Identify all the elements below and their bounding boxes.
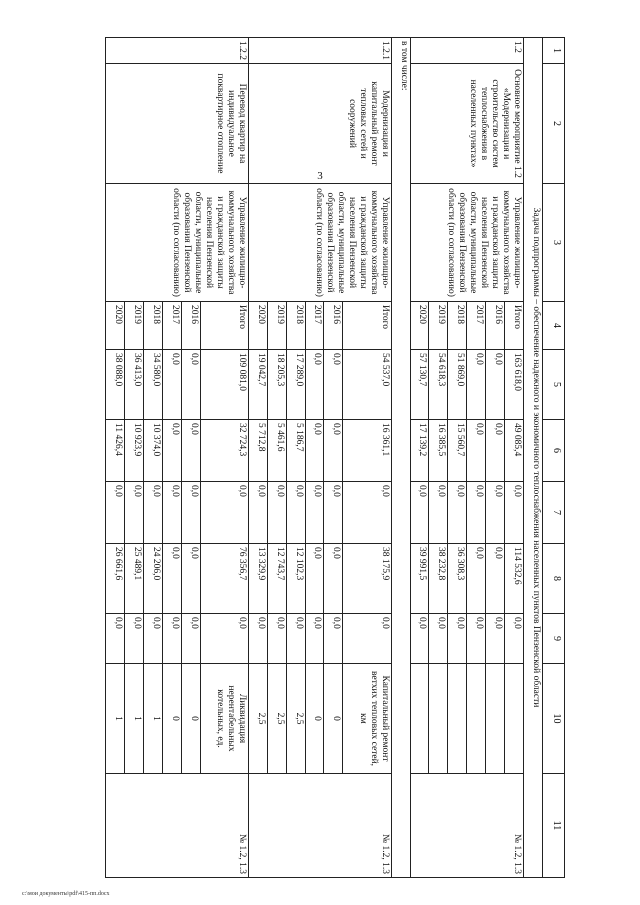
regional-budget-cell: 32 724,3 xyxy=(200,420,248,482)
year-cell: 2017 xyxy=(467,302,486,350)
regional-budget-cell: 10 923,9 xyxy=(125,420,144,482)
local-budget-cell: 0,0 xyxy=(486,482,505,544)
in-that-number-row xyxy=(391,38,410,878)
regional-budget-cell: 0,0 xyxy=(305,420,324,482)
regional-budget-cell: 17 139,2 xyxy=(410,420,429,482)
rotated-table-wrapper xyxy=(105,37,565,877)
total-cell: 0,0 xyxy=(467,350,486,420)
federal-budget-cell: 26 661,6 xyxy=(106,544,125,614)
year-cell: Итого xyxy=(200,302,248,350)
other-sources-cell: 0,0 xyxy=(286,614,305,664)
column-number: 2 xyxy=(542,64,564,184)
total-cell: 36 413,0 xyxy=(125,350,144,420)
footer-path: c:\мои документы\pdf\415-пп.docx xyxy=(22,891,110,897)
indicator-value xyxy=(429,664,448,774)
total-cell: 17 289,0 xyxy=(286,350,305,420)
regional-budget-cell: 5 186,7 xyxy=(286,420,305,482)
indicator-value xyxy=(448,664,467,774)
regional-budget-cell: 16 385,5 xyxy=(429,420,448,482)
regional-budget-cell: 0,0 xyxy=(181,420,200,482)
total-cell: 0,0 xyxy=(324,350,343,420)
regional-budget-cell: 0,0 xyxy=(467,420,486,482)
column-number: 6 xyxy=(542,420,564,482)
federal-budget-cell: 0,0 xyxy=(486,544,505,614)
regional-budget-cell: 11 426,4 xyxy=(106,420,125,482)
local-budget-cell: 0,0 xyxy=(106,482,125,544)
other-sources-cell: 0,0 xyxy=(200,614,248,664)
year-cell: 2016 xyxy=(486,302,505,350)
federal-budget-cell: 0,0 xyxy=(162,544,181,614)
table-body xyxy=(106,38,565,878)
item-executor: Управление жилищно-коммунального хозяйства и гражданской защиты населения Пензенской области, муниципальные образования Пензенской области (по согласованию) xyxy=(410,184,523,302)
indicator-link: № 1.2, 1.3 xyxy=(106,774,249,878)
federal-budget-cell: 24 206,0 xyxy=(143,544,162,614)
federal-budget-cell: 0,0 xyxy=(305,544,324,614)
indicator-link: № 1.2, 1.3 xyxy=(410,774,523,878)
column-number: 7 xyxy=(542,482,564,544)
indicator-value xyxy=(410,664,429,774)
federal-budget-cell: 0,0 xyxy=(467,544,486,614)
local-budget-cell: 0,0 xyxy=(143,482,162,544)
table-row xyxy=(343,38,391,878)
item-executor: Управление жилищно-коммунального хозяйства и гражданской защиты населения Пензенской области, муниципальные образования Пензенской области (по согласованию) xyxy=(249,184,392,302)
year-cell: 2020 xyxy=(106,302,125,350)
total-cell: 0,0 xyxy=(305,350,324,420)
total-cell: 57 130,7 xyxy=(410,350,429,420)
year-cell: 2018 xyxy=(448,302,467,350)
regional-budget-cell: 0,0 xyxy=(162,420,181,482)
column-number: 1 xyxy=(542,38,564,64)
year-cell: 2019 xyxy=(267,302,286,350)
other-sources-cell: 0,0 xyxy=(448,614,467,664)
local-budget-cell: 0,0 xyxy=(162,482,181,544)
federal-budget-cell: 25 489,1 xyxy=(125,544,144,614)
task-heading-row xyxy=(523,38,542,878)
other-sources-cell: 0,0 xyxy=(305,614,324,664)
item-number: 1.2 xyxy=(410,38,523,64)
total-cell: 163 618,0 xyxy=(504,350,523,420)
regional-budget-cell: 10 374,0 xyxy=(143,420,162,482)
regional-budget-cell: 49 085,4 xyxy=(504,420,523,482)
year-cell: 2017 xyxy=(162,302,181,350)
indicator-value xyxy=(467,664,486,774)
indicator-value: 1 xyxy=(143,664,162,774)
local-budget-cell: 0,0 xyxy=(343,482,391,544)
column-number: 5 xyxy=(542,350,564,420)
indicator-name: Ликвидация нерентабельных котельных, ед. xyxy=(200,664,248,774)
total-cell: 0,0 xyxy=(181,350,200,420)
federal-budget-cell: 13 329,9 xyxy=(249,544,268,614)
program-table xyxy=(105,37,565,878)
local-budget-cell: 0,0 xyxy=(181,482,200,544)
total-cell: 0,0 xyxy=(162,350,181,420)
other-sources-cell: 0,0 xyxy=(343,614,391,664)
indicator-name xyxy=(504,664,523,774)
other-sources-cell: 0,0 xyxy=(504,614,523,664)
indicator-value: 2,5 xyxy=(267,664,286,774)
year-cell: 2016 xyxy=(324,302,343,350)
local-budget-cell: 0,0 xyxy=(504,482,523,544)
page-number: 3 xyxy=(317,170,323,182)
column-number: 10 xyxy=(542,664,564,774)
other-sources-cell: 0,0 xyxy=(162,614,181,664)
task-heading: Задача подпрограммы – обеспечение надежного и экономичного теплоснабжения населенных пунктов Пензенской области xyxy=(523,38,542,878)
federal-budget-cell: 38 232,8 xyxy=(429,544,448,614)
regional-budget-cell: 5 712,8 xyxy=(249,420,268,482)
local-budget-cell: 0,0 xyxy=(267,482,286,544)
indicator-value: 1 xyxy=(125,664,144,774)
year-cell: 2019 xyxy=(429,302,448,350)
total-cell: 19 042,7 xyxy=(249,350,268,420)
local-budget-cell: 0,0 xyxy=(410,482,429,544)
federal-budget-cell: 114 532,6 xyxy=(504,544,523,614)
item-name: Модернизация и капитальный ремонт тепловых сетей и сооружений xyxy=(249,64,392,184)
indicator-name: Капитальный ремонт ветхих тепловых сетей, км xyxy=(343,664,391,774)
local-budget-cell: 0,0 xyxy=(305,482,324,544)
column-number: 3 xyxy=(542,184,564,302)
local-budget-cell: 0,0 xyxy=(448,482,467,544)
year-cell: 2018 xyxy=(143,302,162,350)
item-name: Основное мероприятие 1.2 «Модернизация и строительство систем теплоснабжения в населенных пунктах» xyxy=(410,64,523,184)
regional-budget-cell: 0,0 xyxy=(486,420,505,482)
total-cell: 0,0 xyxy=(486,350,505,420)
regional-budget-cell: 16 361,1 xyxy=(343,420,391,482)
regional-budget-cell: 5 461,6 xyxy=(267,420,286,482)
item-number: 1.2.1 xyxy=(249,38,392,64)
local-budget-cell: 0,0 xyxy=(125,482,144,544)
other-sources-cell: 0,0 xyxy=(143,614,162,664)
year-cell: Итого xyxy=(343,302,391,350)
federal-budget-cell: 38 175,9 xyxy=(343,544,391,614)
indicator-value: 0 xyxy=(305,664,324,774)
indicator-value: 0 xyxy=(181,664,200,774)
total-cell: 51 869,0 xyxy=(448,350,467,420)
table-row xyxy=(200,38,248,878)
total-cell: 34 580,0 xyxy=(143,350,162,420)
total-cell: 38 088,0 xyxy=(106,350,125,420)
column-number: 9 xyxy=(542,614,564,664)
local-budget-cell: 0,0 xyxy=(429,482,448,544)
column-number: 11 xyxy=(542,774,564,878)
federal-budget-cell: 36 308,3 xyxy=(448,544,467,614)
in-that-number-label: в том числе: xyxy=(391,38,410,878)
total-cell: 54 618,3 xyxy=(429,350,448,420)
regional-budget-cell: 0,0 xyxy=(324,420,343,482)
other-sources-cell: 0,0 xyxy=(249,614,268,664)
year-cell: 2019 xyxy=(125,302,144,350)
total-cell: 18 205,3 xyxy=(267,350,286,420)
local-budget-cell: 0,0 xyxy=(200,482,248,544)
local-budget-cell: 0,0 xyxy=(249,482,268,544)
year-cell: Итого xyxy=(504,302,523,350)
indicator-value: 2,5 xyxy=(249,664,268,774)
item-number: 1.2.2 xyxy=(106,38,249,64)
other-sources-cell: 0,0 xyxy=(324,614,343,664)
year-cell: 2018 xyxy=(286,302,305,350)
local-budget-cell: 0,0 xyxy=(286,482,305,544)
other-sources-cell: 0,0 xyxy=(429,614,448,664)
federal-budget-cell: 76 356,7 xyxy=(200,544,248,614)
indicator-link: № 1.2, 1.3 xyxy=(249,774,392,878)
other-sources-cell: 0,0 xyxy=(467,614,486,664)
item-executor: Управление жилищно-коммунального хозяйства и гражданской защиты населения Пензенской области, муниципальные образования Пензенской области (по согласованию) xyxy=(106,184,249,302)
local-budget-cell: 0,0 xyxy=(324,482,343,544)
year-cell: 2020 xyxy=(249,302,268,350)
indicator-value: 1 xyxy=(106,664,125,774)
column-numbers-row xyxy=(542,38,564,878)
regional-budget-cell: 15 560,7 xyxy=(448,420,467,482)
indicator-value: 0 xyxy=(324,664,343,774)
other-sources-cell: 0,0 xyxy=(181,614,200,664)
total-cell: 109 081,0 xyxy=(200,350,248,420)
other-sources-cell: 0,0 xyxy=(486,614,505,664)
federal-budget-cell: 0,0 xyxy=(324,544,343,614)
federal-budget-cell: 0,0 xyxy=(181,544,200,614)
column-number: 8 xyxy=(542,544,564,614)
other-sources-cell: 0,0 xyxy=(125,614,144,664)
table-row xyxy=(504,38,523,878)
indicator-value: 0 xyxy=(162,664,181,774)
column-number: 4 xyxy=(542,302,564,350)
federal-budget-cell: 39 991,5 xyxy=(410,544,429,614)
year-cell: 2020 xyxy=(410,302,429,350)
year-cell: 2016 xyxy=(181,302,200,350)
local-budget-cell: 0,0 xyxy=(467,482,486,544)
total-cell: 54 537,0 xyxy=(343,350,391,420)
indicator-value: 2,5 xyxy=(286,664,305,774)
federal-budget-cell: 12 743,7 xyxy=(267,544,286,614)
item-name: Перевод квартир на индивидуальное поквартирное отопление xyxy=(106,64,249,184)
year-cell: 2017 xyxy=(305,302,324,350)
other-sources-cell: 0,0 xyxy=(267,614,286,664)
other-sources-cell: 0,0 xyxy=(106,614,125,664)
indicator-value xyxy=(486,664,505,774)
other-sources-cell: 0,0 xyxy=(410,614,429,664)
federal-budget-cell: 12 102,3 xyxy=(286,544,305,614)
